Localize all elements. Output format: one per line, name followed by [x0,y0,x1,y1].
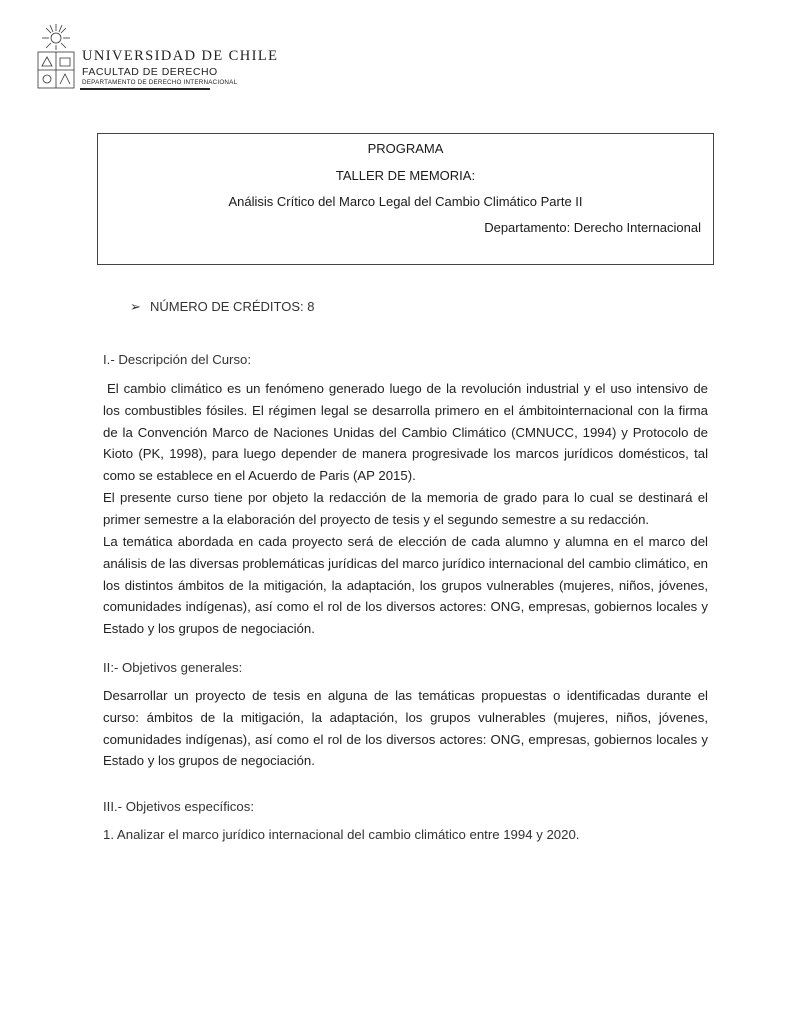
university-header [36,22,279,96]
program-box [97,133,714,265]
arrow-bullet-icon: ➢ [130,299,141,314]
university-name: UNIVERSIDAD DE CHILE [82,48,279,64]
course-title: Análisis Crítico del Marco Legal del Cambio Climático Parte II [228,194,583,209]
general-objectives-heading: II:- Objetivos generales: [103,660,243,675]
header-divider [80,88,210,90]
workshop-title: TALLER DE MEMORIA: [335,168,476,183]
description-paragraph-2: El presente curso tiene por objeto la redacción de la memoria de grado para lo cual se destinará el primer semestre a la elaboración del proyecto de tesis y el segundo semestre a su redacción. [103,490,708,527]
credits-label: NÚMERO DE CRÉDITOS: 8 [150,299,315,314]
university-crest-icon [36,22,76,92]
department-label: Departamento: Derecho Internacional [484,220,701,235]
general-objectives-paragraph: Desarrollar un proyecto de tesis en alguna de las temáticas propuestas o identificadas durante el curso: ámbitos de la mitigación, la adaptación, los grupos vulnerables (mujeres, niños, jóvenes, comunidades indígenas), así como el rol de los diversos actores: ONG, empresas, gobiernos locales y Estado y los grupos de negociación. [103,688,708,769]
credits-item [130,299,314,315]
specific-objective-item: 1. Analizar el marco jurídico internacional del cambio climático entre 1994 y 2020. [103,827,580,842]
program-title: PROGRAMA [367,141,444,156]
faculty-name: FACULTAD DE DERECHO [82,66,218,78]
department-name-small: DEPARTAMENTO DE DERECHO INTERNACIONAL [82,79,238,86]
description-paragraph-1: El cambio climático es un fenómeno generado luego de la revolución industrial y el uso intensivo de los combustibles fósiles. El régimen legal se desarrolla primero en el ámbitointernacional con la firma de la Convención Marco de Naciones Unidas del Cambio Climático (CMNUCC, 1994) y Protocolo de Kioto (PK, 1998), para luego depender de manera progresivade los marcos jurídicos domésticos, tal como se establece en el Acuerdo de Paris (AP 2015). [103,381,708,484]
specific-objectives-heading: III.- Objetivos específicos: [103,799,254,814]
description-paragraph-3: La temática abordada en cada proyecto será de elección de cada alumno y alumna en el marco del análisis de las diversas problemáticas jurídicas del marco jurídico internacional del cambio climático, en los distintos ámbitos de la mitigación, la adaptación, los grupos vulnerables (mujeres, niños, jóvenes, comunidades indígenas), así como el rol de los diversos actores: ONG, empresas, gobiernos locales y Estado y los grupos de negociación. [103,534,708,637]
description-heading: I.- Descripción del Curso: [103,352,252,367]
